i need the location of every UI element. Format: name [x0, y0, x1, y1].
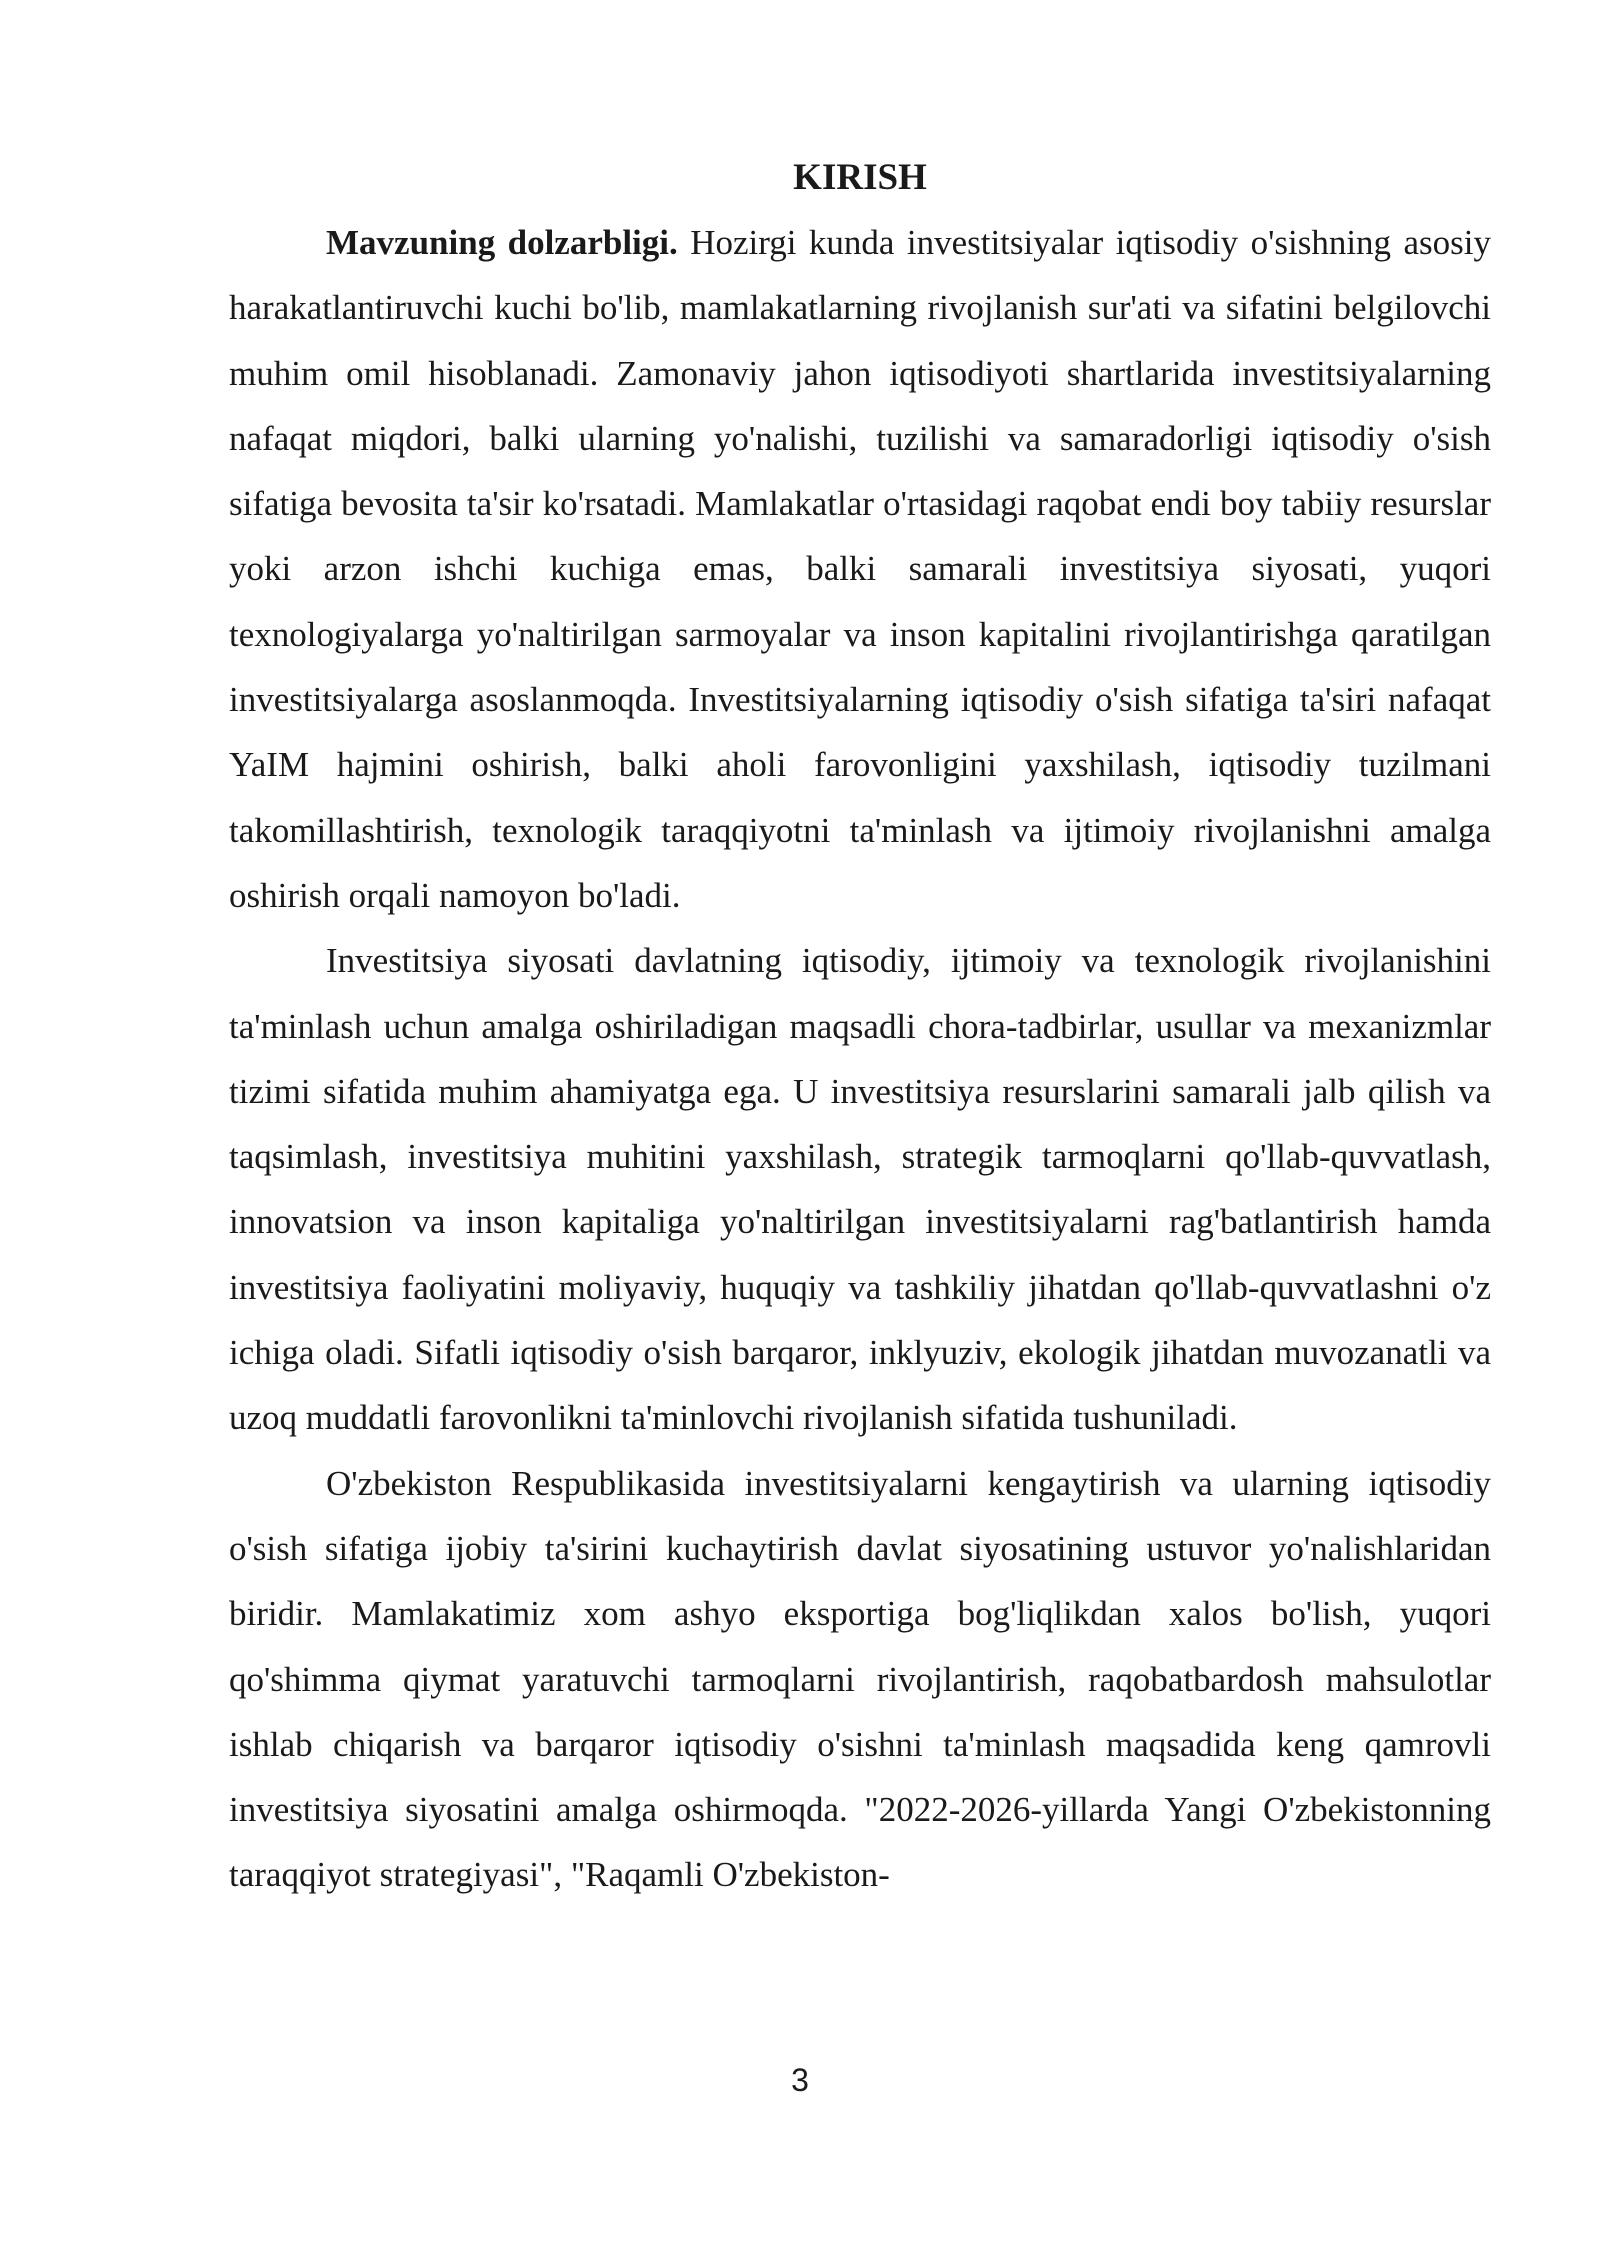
paragraph-investment-policy: Investitsiya siyosati davlatning iqtisodiy, ijtimoiy va texnologik rivojlanishini ta'minlash uchun amalga oshiriladigan maqsadli chora-tadbirlar, usullar va mexanizmlar tizimi sifatida muhim ahamiyatga ega. U investitsiya resurslarini samarali jalb qilish va taqsimlash, investitsiya muhitini yaxshilash, strategik tarmoqlarni qo'llab-quvvatlash, innovatsion va inson kapitaliga yo'naltirilgan investitsiyalarni rag'batlantirish hamda investitsiya faoliyatini moliyaviy, huquqiy va tashkiliy jihatdan qo'llab-quvvatlashni o'z ichiga oladi. Sifatli iqtisodiy o'sish barqaror, inklyuziv, ekologik jihatdan muvozanatli va uzoq muddatli farovonlikni ta'minlovchi rivojlanish sifatida tushuniladi.: [229, 941, 1491, 1438]
page-number: 3: [791, 2062, 809, 2098]
paragraph-text: Hozirgi kunda investitsiyalar iqtisodiy o'sishning asosiy harakatlantiruvchi kuchi bo'lib, mamlakatlarning rivojlanish sur'ati va sifatini belgilovchi muhim omil hisoblanadi. Zamonaviy jahon iqtisodiyoti shartlarida investitsiyalarning nafaqat miqdori, balki ularning yo'nalishi, tuzilishi va samaradorligi iqtisodiy o'sish sifatiga bevosita ta'sir ko'rsatadi. Mamlakatlar o'rtasidagi raqobat endi boy tabiiy resurslar yoki arzon ishchi kuchiga emas, balki samarali investitsiya siyosati, yuqori texnologiyalarga yo'naltirilgan sarmoyalar va inson kapitalini rivojlantirishga qaratilgan investitsiyalarga asoslanmoqda. Investitsiyalarning iqtisodiy o'sish sifatiga ta'siri nafaqat YaIM hajmini oshirish, balki aholi farovonligini yaxshilash, iqtisodiy tuzilmani takomillashtirish, texnologik taraqqiyotni ta'minlash va ijtimoiy rivojlanishni amalga oshirish orqali namoyon bo'ladi.: [229, 223, 1491, 915]
section-heading: KIRISH: [793, 157, 927, 198]
page-content: [229, 145, 1491, 1908]
paragraph-lead: Mavzuning dolzarbligi.: [326, 223, 678, 262]
paragraph-relevance: [229, 210, 1491, 928]
paragraph-uzbekistan: O'zbekiston Respublikasida investitsiyalarni kengaytirish va ularning iqtisodiy o'sish sifatiga ijobiy ta'sirini kuchaytirish davlat siyosatining ustuvor yo'nalishlaridan biridir. Mamlakatimiz xom ashyo eksportiga bog'liqlikdan xalos bo'lish, yuqori qo'shimma qiymat yaratuvchi tarmoqlarni rivojlantirish, raqobatbardosh mahsulotlar ishlab chiqarish va barqaror iqtisodiy o'sishni ta'minlash maqsadida keng qamrovli investitsiya siyosatini amalga oshirmoqda. "2022-2026-yillarda Yangi O'zbekistonning taraqqiyot strategiyasi", "Raqamli O'zbekiston-: [229, 1463, 1491, 1895]
